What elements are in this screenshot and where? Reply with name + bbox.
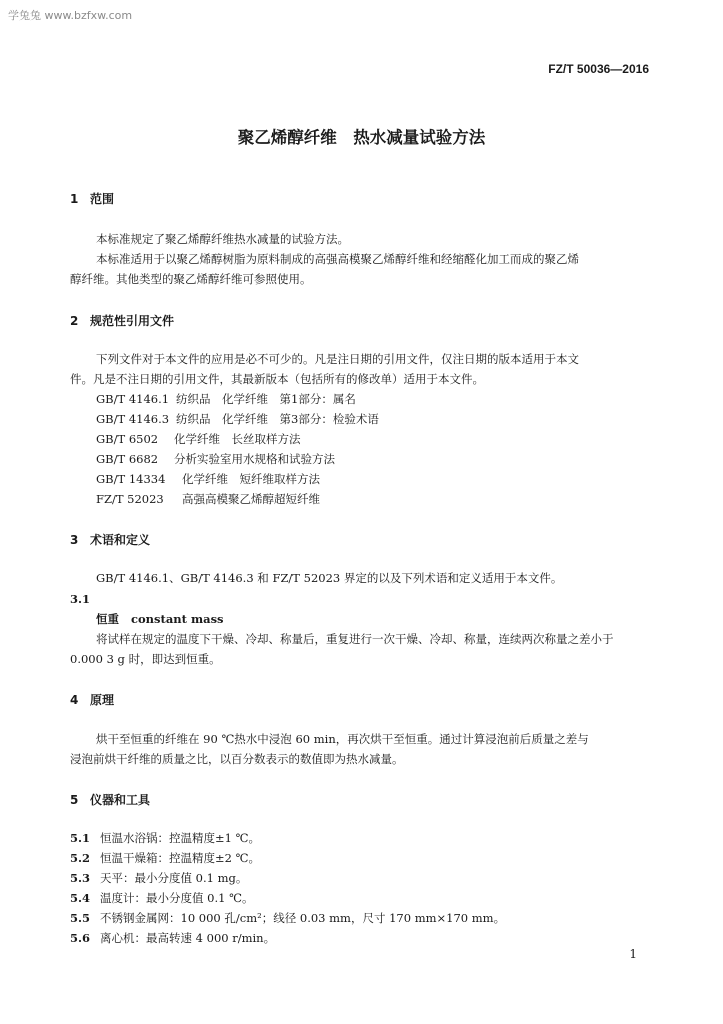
s2-paragraph-line-2: 件。凡是不注日期的引用文件，其最新版本（包括所有的修改单）适用于本文件。 <box>70 372 484 386</box>
reference-title: 纺织品 化学纤维 第3部分：检验术语 <box>176 412 379 426</box>
item-number: 5.6 <box>70 931 91 945</box>
section-1-heading <box>70 190 114 207</box>
reference-title: 高强高模聚乙烯醇超短纤维 <box>182 492 320 506</box>
reference-item <box>96 429 301 449</box>
s3-paragraph: GB/T 4146.1、GB/T 4146.3 和 FZ/T 52023 界定的以及下列术语和定义适用于本文件。 <box>96 571 563 585</box>
term-chinese: 恒重 <box>96 612 119 626</box>
s1-paragraph-2-line-2: 醇纤维。其他类型的聚乙烯醇纤维可参照使用。 <box>70 272 312 286</box>
reference-code: GB/T 4146.1 <box>96 392 170 406</box>
standard-code: FZ/T 50036—2016 <box>548 62 649 76</box>
instrument-item <box>70 928 275 948</box>
watermark: 学兔兔 www.bzfxw.com <box>8 9 133 22</box>
item-number: 5.5 <box>70 911 91 925</box>
section-number: 4 <box>70 693 79 707</box>
s1-paragraph-2-line-1: 本标准适用于以聚乙烯醇树脂为原料制成的高强高模聚乙烯醇纤维和经缩醛化加工而成的聚乙烯 <box>96 252 579 266</box>
term-english: constant mass <box>131 612 224 626</box>
document-title: 聚乙烯醇纤维 热水减量试验方法 <box>237 128 486 147</box>
section-5-heading <box>70 791 150 808</box>
subclause-number: 3.1 <box>70 592 91 606</box>
reference-code: GB/T 6502 <box>96 432 159 446</box>
section-3-heading <box>70 531 150 548</box>
term-definition-line-1: 将试样在规定的温度下干燥、冷却、称量后，重复进行一次干燥、冷却、称量，连续两次称量之差小于 <box>96 632 614 646</box>
reference-item <box>96 449 335 469</box>
instrument-item <box>70 888 253 908</box>
section-number: 2 <box>70 314 79 328</box>
instrument-item <box>70 848 260 868</box>
section-title: 范围 <box>90 192 115 206</box>
reference-item <box>96 409 379 429</box>
s4-paragraph-line-2: 浸泡前烘干纤维的质量之比，以百分数表示的数值即为热水减量。 <box>70 752 404 766</box>
item-number: 5.3 <box>70 871 91 885</box>
s4-paragraph-line-1: 烘干至恒重的纤维在 90 ℃热水中浸泡 60 min，再次烘干至恒重。通过计算浸泡前后质量之差与 <box>96 732 589 746</box>
item-text: 恒温水浴锅：控温精度±1 ℃。 <box>100 831 260 845</box>
item-text: 离心机：最高转速 4 000 r/min。 <box>100 931 276 945</box>
item-text: 不锈钢金属网：10 000 孔/cm²；线径 0.03 mm，尺寸 170 mm×170 mm。 <box>100 911 506 925</box>
reference-code: GB/T 14334 <box>96 472 166 486</box>
reference-item <box>96 469 320 489</box>
reference-title: 分析实验室用水规格和试验方法 <box>174 452 335 466</box>
page-number: 1 <box>629 947 637 961</box>
instrument-item <box>70 868 247 888</box>
s1-paragraph-1: 本标准规定了聚乙烯醇纤维热水减量的试验方法。 <box>96 232 349 246</box>
section-title: 仪器和工具 <box>90 793 151 807</box>
term-entry <box>96 609 224 629</box>
section-title: 术语和定义 <box>90 533 151 547</box>
item-number: 5.1 <box>70 831 91 845</box>
s2-paragraph-line-1: 下列文件对于本文件的应用是必不可少的。凡是注日期的引用文件，仅注日期的版本适用于本文 <box>96 352 579 366</box>
instrument-item <box>70 828 260 848</box>
reference-item <box>96 389 356 409</box>
reference-title: 纺织品 化学纤维 第1部分：属名 <box>176 392 356 406</box>
reference-title: 化学纤维 短纤维取样方法 <box>182 472 320 486</box>
reference-code: GB/T 4146.3 <box>96 412 170 426</box>
section-number: 3 <box>70 533 79 547</box>
term-definition-line-2: 0.000 3 g 时，即达到恒重。 <box>70 652 221 666</box>
reference-code: GB/T 6682 <box>96 452 159 466</box>
item-text: 天平：最小分度值 0.1 mg。 <box>100 871 248 885</box>
reference-title: 化学纤维 长丝取样方法 <box>174 432 301 446</box>
section-number: 1 <box>70 192 79 206</box>
item-text: 恒温干燥箱：控温精度±2 ℃。 <box>100 851 260 865</box>
reference-item <box>96 489 320 509</box>
section-title: 规范性引用文件 <box>90 314 175 328</box>
reference-code: FZ/T 52023 <box>96 492 164 506</box>
item-text: 温度计：最小分度值 0.1 ℃。 <box>100 891 254 905</box>
section-title: 原理 <box>90 693 115 707</box>
section-2-heading <box>70 312 174 329</box>
instrument-item <box>70 908 505 928</box>
section-4-heading <box>70 691 114 708</box>
item-number: 5.4 <box>70 891 91 905</box>
section-number: 5 <box>70 793 79 807</box>
item-number: 5.2 <box>70 851 91 865</box>
